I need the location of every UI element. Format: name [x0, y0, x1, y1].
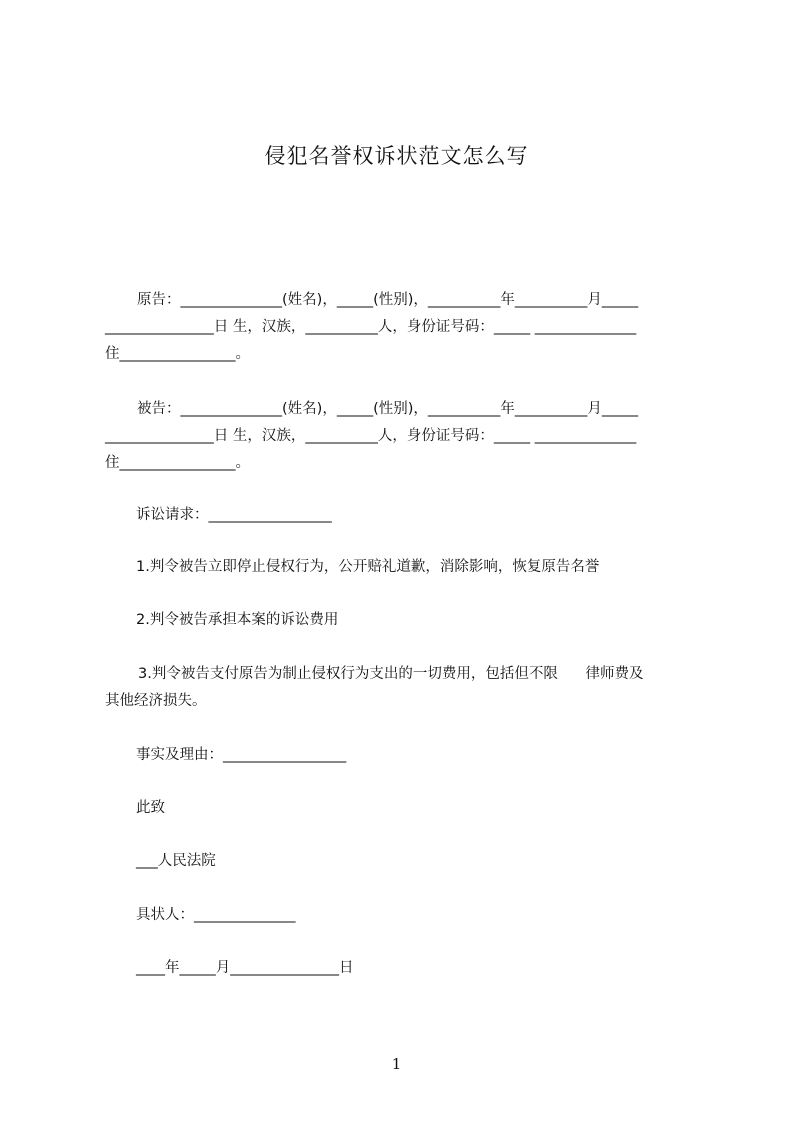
- page-number: 1: [391, 1055, 402, 1073]
- document-title: 侵犯名誉权诉状范文怎么写: [264, 144, 529, 168]
- claim-item-3-line-2: 其他经济损失。: [105, 693, 207, 709]
- defendant-line-2: _______________日 生，汉族，__________人，身份证号码：_____ ______________: [105, 428, 637, 444]
- defendant-line-1: 被告：______________(姓名)，_____(性别)，__________年__________月_____: [137, 401, 639, 417]
- facts-heading: 事实及理由：_________________: [136, 747, 347, 763]
- claim-item-3-line-1: 3.判令被告支付原告为制止侵权行为支出的一切费用，包括但不限 律师费及: [138, 666, 644, 682]
- date-line: ____年_____月_______________日: [136, 960, 354, 976]
- claim-item-1: 1.判令被告立即停止侵权行为，公开赔礼道歉，消除影响，恢复原告名誉: [136, 559, 600, 575]
- plaintiff-line-3: 住________________。: [105, 346, 250, 362]
- salutation: 此致: [136, 800, 165, 816]
- plaintiff-line-1: 原告：______________(姓名)，_____(性别)，__________年__________月_____: [137, 292, 639, 308]
- claims-heading: 诉讼请求：_________________: [136, 507, 332, 523]
- defendant-line-3: 住________________。: [105, 455, 250, 471]
- court-name: ___人民法院: [136, 853, 216, 869]
- signer-line: 具状人：______________: [136, 907, 296, 923]
- claim-item-2: 2.判令被告承担本案的诉讼费用: [136, 612, 339, 628]
- plaintiff-line-2: _______________日 生，汉族，__________人，身份证号码：_____ ______________: [105, 319, 637, 335]
